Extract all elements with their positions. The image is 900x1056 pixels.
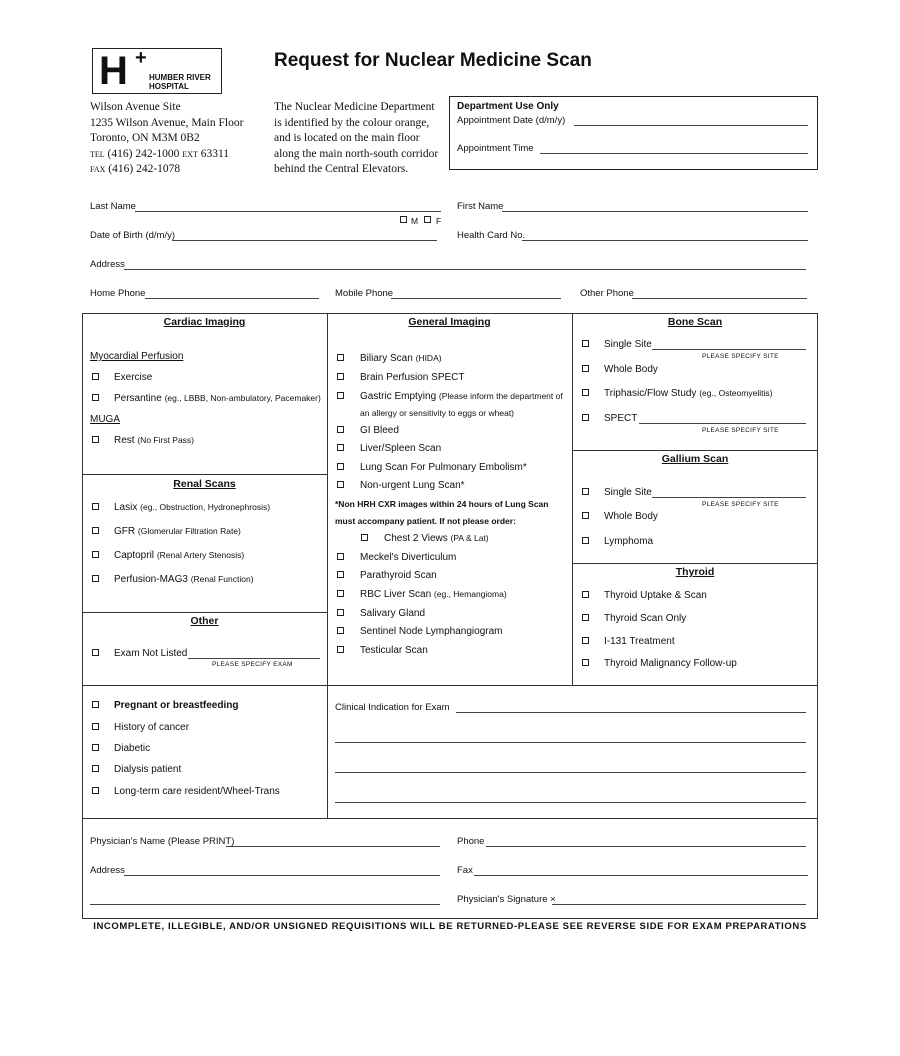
first-name-field[interactable] [502, 211, 808, 212]
captopril-note: (Renal Artery Stenosis) [156, 550, 245, 560]
gallium-heading: Gallium Scan [661, 453, 729, 465]
gfr-note: (Glomerular Filtration Rate) [137, 526, 241, 536]
gallium-whole-checkbox[interactable] [582, 512, 589, 519]
thyroid-uptake-label: Thyroid Uptake & Scan [604, 590, 707, 601]
grid-divider [572, 563, 818, 564]
parathyroid-checkbox[interactable] [337, 571, 344, 578]
renal-heading: Renal Scans [173, 478, 236, 490]
biliary-note: (HIDA) [415, 353, 442, 363]
rest-note: (No First Pass) [137, 435, 195, 445]
thyroid-malignancy-checkbox[interactable] [582, 659, 589, 666]
rbc-note: (eg., Hemangioma) [433, 589, 507, 599]
perfusion-mag3-note: (Renal Function) [190, 574, 254, 584]
testicular-label: Testicular Scan [360, 645, 428, 656]
gallium-whole-label: Whole Body [604, 511, 658, 522]
rest-text: Rest [114, 435, 135, 446]
dept-info-line: is identified by the colour orange, [274, 116, 430, 129]
bone-single-field[interactable] [652, 349, 806, 350]
liver-label: Liver/Spleen Scan [360, 443, 442, 454]
thyroid-uptake-checkbox[interactable] [582, 591, 589, 598]
health-card-label: Health Card No. [457, 230, 526, 241]
sex-m-label: M [411, 216, 419, 226]
physician-address-label: Address [90, 865, 125, 876]
meckel-checkbox[interactable] [337, 553, 344, 560]
lung-pe-checkbox[interactable] [337, 463, 344, 470]
dept-info-line: The Nuclear Medicine Department [274, 101, 435, 113]
last-name-label: Last Name [90, 201, 136, 212]
logo-line-2: HOSPITAL [149, 82, 189, 91]
rest-checkbox[interactable] [92, 436, 99, 443]
testicular-checkbox[interactable] [337, 646, 344, 653]
thyroid-scan-only-checkbox[interactable] [582, 614, 589, 621]
biliary-checkbox[interactable] [337, 354, 344, 361]
ext-label: EXT [182, 149, 198, 159]
exercise-label: Exercise [114, 372, 153, 383]
clinical-indication-field[interactable] [456, 712, 806, 713]
perfusion-mag3-checkbox[interactable] [92, 575, 99, 582]
nonurgent-lung-label: Non-urgent Lung Scan* [360, 480, 465, 491]
site-address [90, 100, 243, 178]
perfusion-mag3-label [114, 574, 254, 585]
first-name-label: First Name [457, 201, 504, 212]
grid-divider [572, 450, 818, 451]
appt-time-label: Appointment Time [457, 143, 534, 154]
dept-info-line: behind the Central Elevators. [274, 163, 409, 175]
gi-bleed-label: GI Bleed [360, 425, 399, 436]
sentinel-checkbox[interactable] [337, 627, 344, 634]
grid-divider [327, 313, 328, 818]
home-phone-label: Home Phone [90, 288, 146, 299]
clinical-indication-line[interactable] [335, 772, 806, 773]
cancer-checkbox[interactable] [92, 723, 99, 730]
signature-mark: × [550, 894, 556, 905]
spect-label: SPECT [604, 413, 638, 424]
brain-label: Brain Perfusion SPECT [360, 372, 465, 383]
captopril-text: Captopril [114, 550, 155, 561]
liver-checkbox[interactable] [337, 444, 344, 451]
chest-2-views-checkbox[interactable] [361, 534, 368, 541]
hospital-logo [92, 48, 222, 94]
address-field[interactable] [124, 269, 806, 270]
site-name: Wilson Avenue Site [90, 101, 181, 113]
bone-heading: Bone Scan [667, 316, 723, 328]
ext-number: 63311 [200, 147, 230, 160]
triphasic-checkbox[interactable] [582, 389, 589, 396]
physician-address-line-2[interactable] [90, 904, 440, 905]
last-name-field[interactable] [135, 211, 441, 212]
clinical-indication-line[interactable] [335, 742, 806, 743]
grid-divider [82, 685, 818, 686]
clinical-indication-label: Clinical Indication for Exam [335, 702, 450, 713]
site-city: Toronto, ON M3M 0B2 [90, 132, 200, 144]
logo-letter: H [99, 49, 126, 93]
persantine-checkbox[interactable] [92, 394, 99, 401]
appt-time-field[interactable] [540, 153, 808, 154]
cardiac-heading: Cardiac Imaging [163, 316, 246, 328]
dialysis-checkbox[interactable] [92, 765, 99, 772]
rbc-liver-checkbox[interactable] [337, 590, 344, 597]
cxr-note-2: must accompany patient. If not please order: [335, 516, 516, 526]
dept-info-line: and is located on the main floor [274, 132, 420, 144]
chest-note: (PA & Lat) [450, 533, 489, 543]
gfr-checkbox[interactable] [92, 527, 99, 534]
exam-not-listed-label: Exam Not Listed [114, 648, 188, 659]
longterm-checkbox[interactable] [92, 787, 99, 794]
brain-checkbox[interactable] [337, 373, 344, 380]
health-card-field[interactable] [522, 240, 808, 241]
nonurgent-lung-checkbox[interactable] [337, 481, 344, 488]
physician-name-field[interactable] [226, 846, 440, 847]
department-info [274, 100, 438, 178]
dob-field[interactable] [172, 240, 437, 241]
footer-notice: INCOMPLETE, ILLEGIBLE, AND/OR UNSIGNED REQUISITIONS WILL BE RETURNED-PLEASE SEE REVERSE SIDE FOR EXAM PREPARATIONS [93, 921, 807, 932]
triphasic-text: Triphasic/Flow Study [604, 388, 697, 399]
bone-specify-caption: PLEASE SPECIFY SITE [702, 353, 779, 360]
diabetic-label: Diabetic [114, 743, 151, 754]
muga-label: MUGA [90, 414, 120, 425]
salivary-checkbox[interactable] [337, 609, 344, 616]
cxr-note-1: *Non HRH CXR images within 24 hours of Lung Scan [335, 499, 549, 509]
longterm-label: Long-term care resident/Wheel-Trans [114, 786, 280, 797]
chest-text: Chest 2 Views [384, 533, 448, 544]
grid-divider [82, 612, 327, 613]
gastric-note-2: an allergy or sensitivity to eggs or wheat) [360, 408, 515, 418]
gallium-specify-caption: PLEASE SPECIFY SITE [702, 501, 779, 508]
address-label: Address [90, 259, 125, 270]
form-title: Request for Nuclear Medicine Scan [274, 50, 592, 71]
other-phone-label: Other Phone [580, 288, 634, 299]
mobile-phone-field[interactable] [391, 298, 561, 299]
tel-label: TEL [90, 149, 105, 159]
lasix-checkbox[interactable] [92, 503, 99, 510]
cancer-label: History of cancer [114, 722, 190, 733]
other-heading: Other [190, 615, 219, 627]
fax-label: FAX [90, 165, 106, 174]
exam-not-listed-checkbox[interactable] [92, 649, 99, 656]
gallium-single-label: Single Site [604, 487, 652, 498]
rest-label [114, 435, 194, 446]
exam-not-listed-field[interactable] [188, 658, 320, 659]
logo-plus: + [135, 47, 147, 69]
gastric-text: Gastric Emptying [360, 391, 437, 402]
gfr-label [114, 526, 241, 537]
appt-date-field[interactable] [574, 125, 808, 126]
persantine-label [114, 393, 321, 404]
captopril-label [114, 550, 244, 561]
fax-number: (416) 242-1078 [108, 163, 181, 175]
physician-fax-field[interactable] [474, 875, 808, 876]
dialysis-label: Dialysis patient [114, 764, 182, 775]
home-phone-field[interactable] [145, 298, 319, 299]
physician-signature-field[interactable] [552, 904, 806, 905]
specify-exam-caption: PLEASE SPECIFY EXAM [212, 661, 293, 668]
meckel-label: Meckel's Diverticulum [360, 552, 457, 563]
pregnant-label: Pregnant or breastfeeding [114, 700, 239, 711]
captopril-checkbox[interactable] [92, 551, 99, 558]
lymphoma-checkbox[interactable] [582, 537, 589, 544]
sex-f-checkbox[interactable] [424, 216, 431, 223]
department-use-box [449, 96, 818, 170]
spect-checkbox[interactable] [582, 414, 589, 421]
other-phone-field[interactable] [632, 298, 807, 299]
rbc-text: RBC Liver Scan [360, 589, 432, 600]
lasix-note: (eg., Obstruction, Hydronephrosis) [140, 502, 271, 512]
signature-text: Physician's Signature [457, 894, 548, 905]
thyroid-heading: Thyroid [675, 566, 715, 578]
spect-specify-caption: PLEASE SPECIFY SITE [702, 427, 779, 434]
physician-fax-label: Fax [457, 865, 473, 876]
rbc-liver-label [360, 589, 507, 600]
sex-f-label: F [436, 216, 442, 226]
bone-single-label: Single Site [604, 339, 652, 350]
parathyroid-label: Parathyroid Scan [360, 570, 437, 581]
myocardial-perfusion-label: Myocardial Perfusion [90, 351, 184, 362]
grid-divider [572, 313, 573, 685]
triphasic-note: (eg., Osteomyelitis) [699, 388, 773, 398]
gfr-text: GFR [114, 526, 136, 537]
bone-single-checkbox[interactable] [582, 340, 589, 347]
grid-divider [82, 818, 818, 819]
site-street: 1235 Wilson Avenue, Main Floor [90, 116, 244, 129]
diabetic-checkbox[interactable] [92, 744, 99, 751]
sex-m-checkbox[interactable] [400, 216, 407, 223]
logo-line-1: HUMBER RIVER [149, 73, 211, 82]
physician-name-label: Physician's Name (Please PRINT) [90, 836, 235, 847]
physician-phone-field[interactable] [486, 846, 806, 847]
persantine-text: Persantine [114, 393, 162, 404]
biliary-text: Biliary Scan [360, 353, 413, 364]
gastric-checkbox[interactable] [337, 392, 344, 399]
tel-number: (416) 242-1000 [107, 147, 180, 160]
grid-divider [82, 474, 327, 475]
gallium-single-checkbox[interactable] [582, 488, 589, 495]
i131-checkbox[interactable] [582, 637, 589, 644]
physician-address-field[interactable] [124, 875, 440, 876]
site-fax [90, 162, 243, 178]
mobile-phone-label: Mobile Phone [335, 288, 394, 299]
dob-label: Date of Birth (d/m/y) [90, 230, 175, 241]
lung-pe-label: Lung Scan For Pulmonary Embolism* [360, 462, 527, 473]
gastric-label [360, 391, 563, 402]
exercise-checkbox[interactable] [92, 373, 99, 380]
bone-whole-checkbox[interactable] [582, 365, 589, 372]
salivary-label: Salivary Gland [360, 608, 426, 619]
perfusion-mag3-text: Perfusion-MAG3 [114, 574, 188, 585]
general-heading: General Imaging [408, 316, 491, 328]
site-tel [90, 147, 243, 163]
physician-phone-label: Phone [457, 836, 485, 847]
triphasic-label [604, 388, 772, 399]
bone-whole-label: Whole Body [604, 364, 658, 375]
lymphoma-label: Lymphoma [604, 536, 654, 547]
dept-info-line: along the main north-south corridor [274, 147, 439, 160]
physician-signature-label [457, 894, 556, 905]
i131-label: I-131 Treatment [604, 636, 675, 647]
lasix-label [114, 502, 270, 513]
appt-date-label: Appointment Date (d/m/y) [457, 115, 566, 126]
pregnant-checkbox[interactable] [92, 701, 99, 708]
clinical-indication-line[interactable] [335, 802, 806, 803]
gi-bleed-checkbox[interactable] [337, 426, 344, 433]
dept-use-heading: Department Use Only [457, 101, 559, 112]
gastric-note-1: (Please inform the department of [438, 391, 563, 401]
chest-2-views-label [384, 533, 489, 544]
lasix-text: Lasix [114, 502, 138, 513]
thyroid-scan-only-label: Thyroid Scan Only [604, 613, 687, 624]
persantine-note: (eg., LBBB, Non-ambulatory, Pacemaker) [164, 393, 321, 403]
gallium-single-field[interactable] [652, 497, 806, 498]
biliary-label [360, 353, 442, 364]
spect-field[interactable] [639, 423, 806, 424]
thyroid-malignancy-label: Thyroid Malignancy Follow-up [604, 658, 737, 669]
sentinel-label: Sentinel Node Lymphangiogram [360, 626, 503, 637]
